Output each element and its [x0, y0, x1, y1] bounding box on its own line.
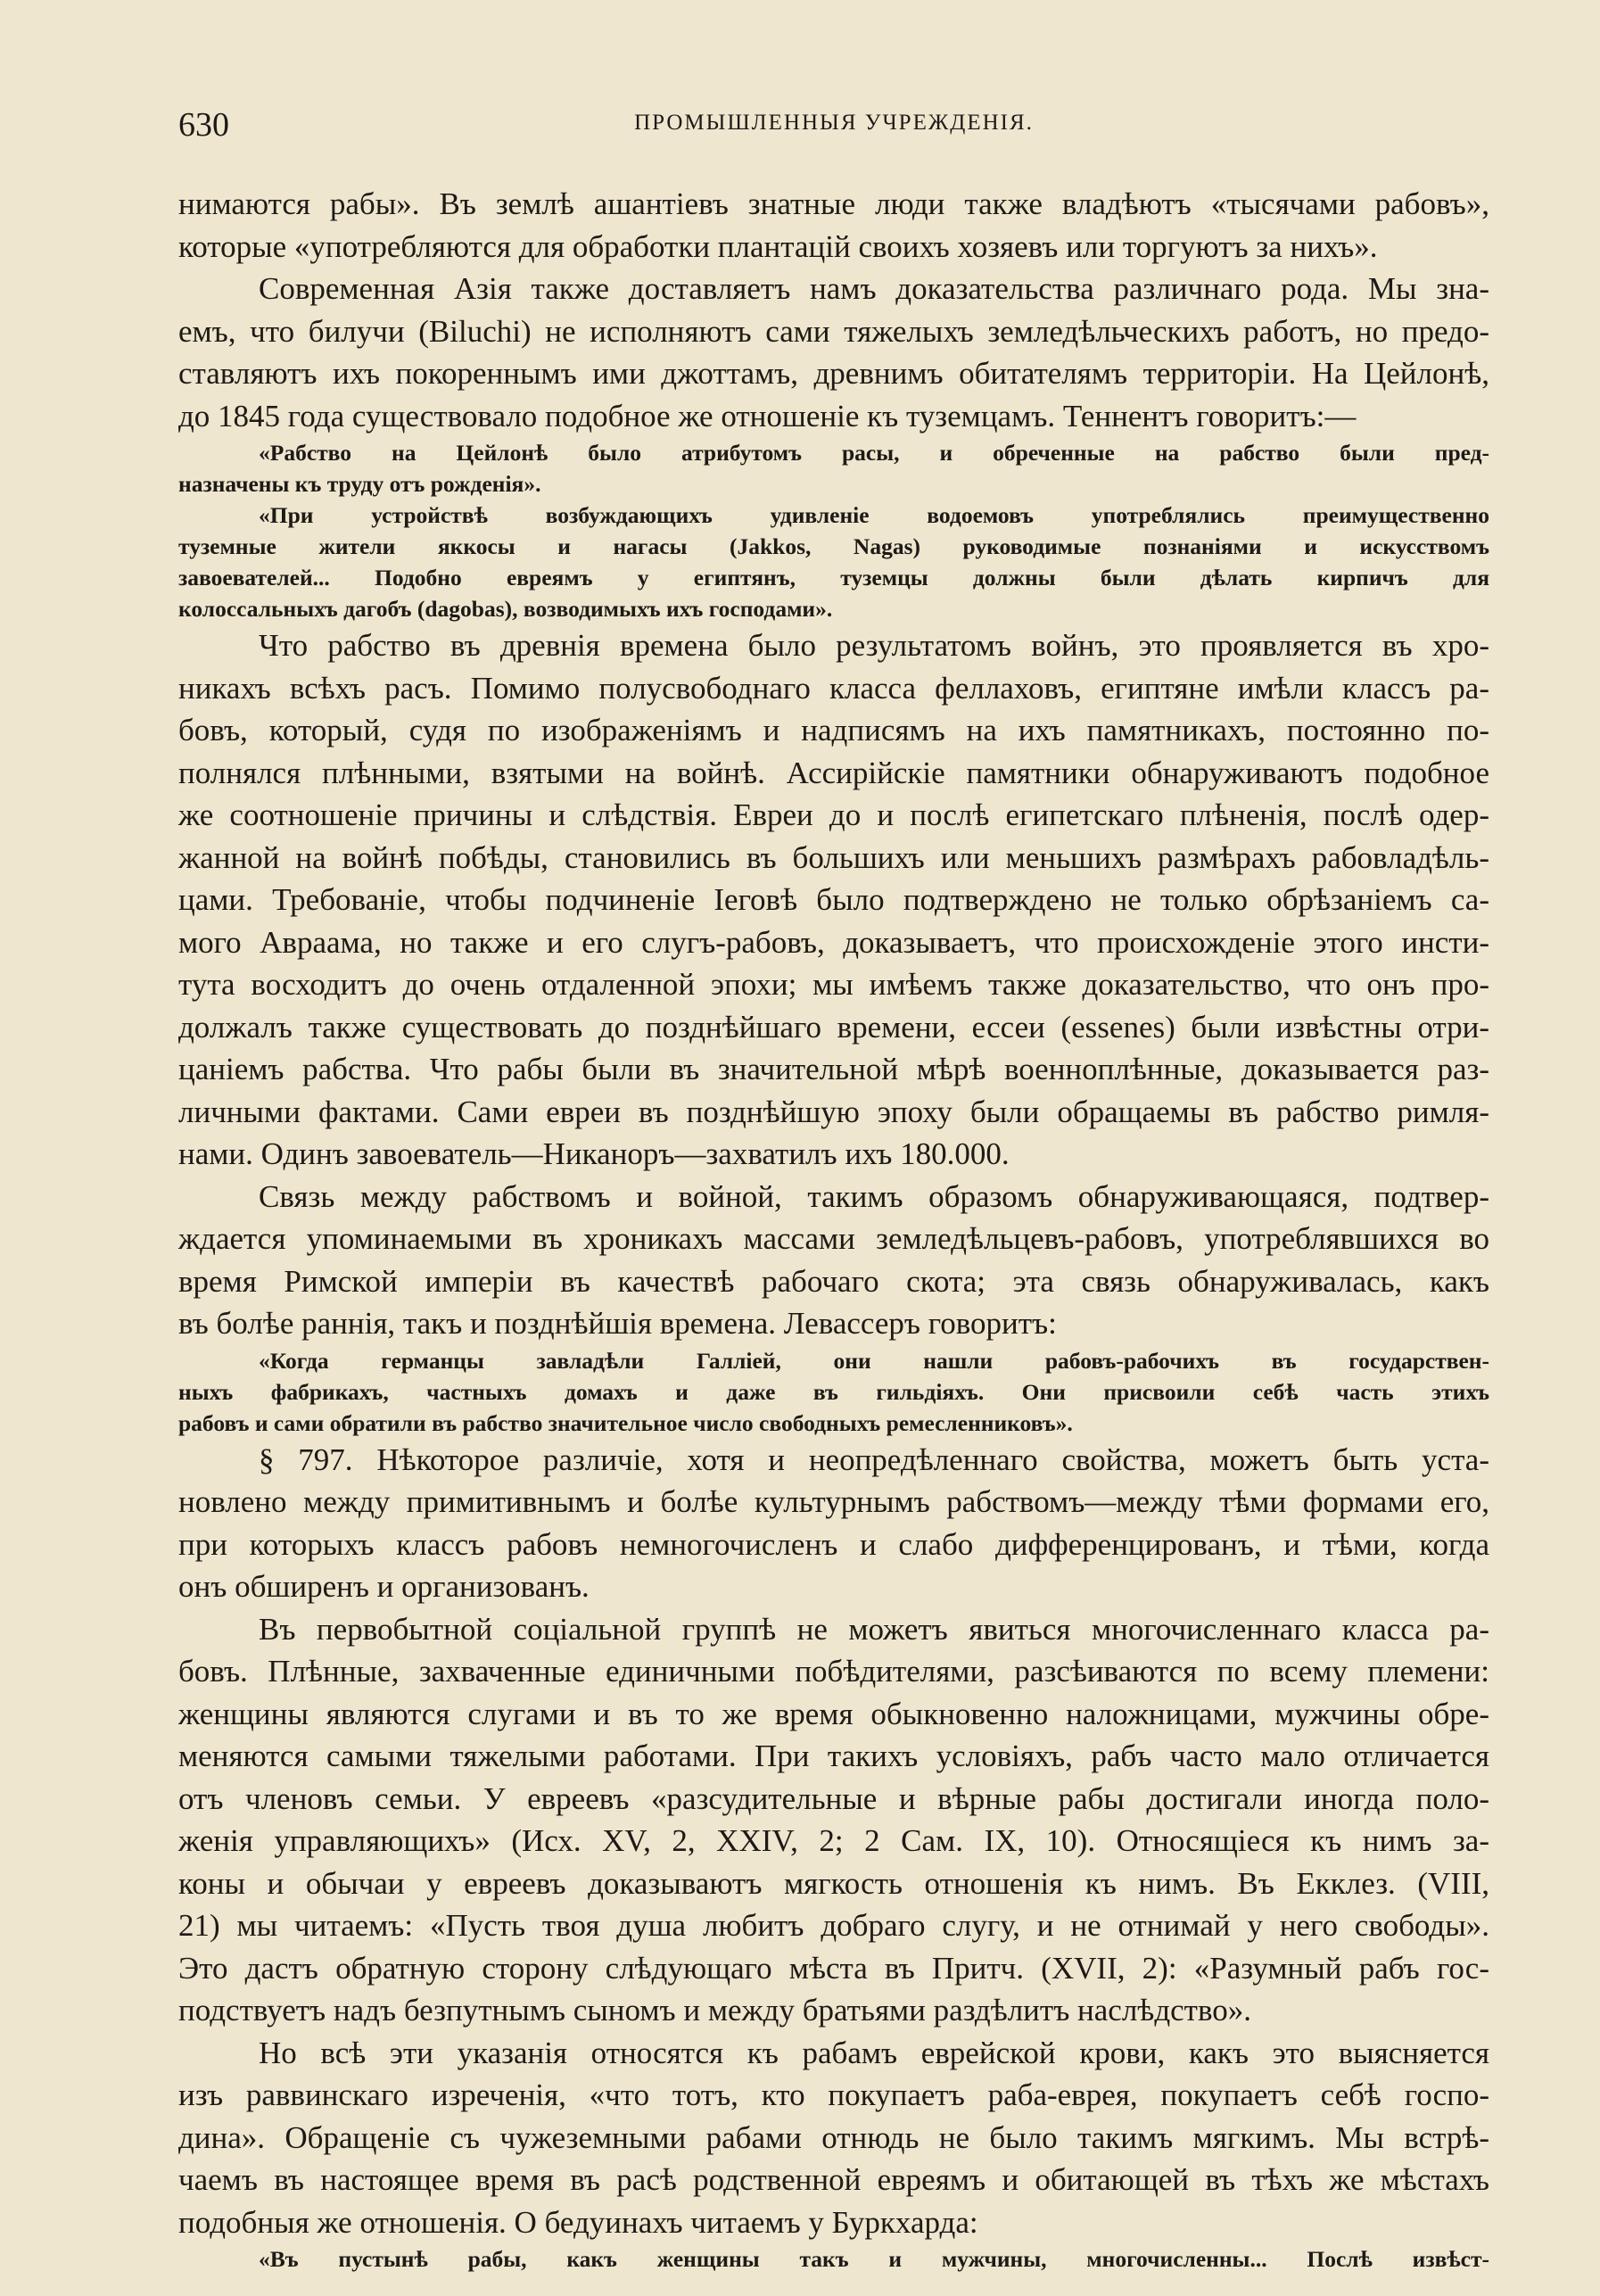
- text-line: Что рабство въ древнія времена было результатомъ войнъ, это проявляется въ хро-: [259, 628, 1489, 663]
- text-line: цами. Требованіе, чтобы подчиненіе Іеговѣ было подтверждено не только обрѣзаніемъ са-: [178, 882, 1489, 917]
- text-line: тута восходитъ до очень отдаленной эпохи; мы имѣемъ также доказательство, что онъ про-: [178, 967, 1489, 1002]
- text-line: женщины являются слугами и въ то же время обыкновенно наложницами, мужчины обре-: [178, 1696, 1489, 1731]
- text-line: онъ обширенъ и организованъ.: [178, 1569, 590, 1604]
- page-header: [178, 105, 1489, 159]
- text-line: Это дастъ обратную сторону слѣдующаго мѣста въ Притч. (XVII, 2): «Разумный рабъ гос-: [178, 1950, 1489, 1986]
- text-line: женія управляющихъ» (Исх. XV, 2, XXIV, 2; 2 Сам. IX, 10). Относящіеся къ нимъ за-: [178, 1823, 1489, 1858]
- text-line: до 1845 года существовало подобное же отношеніе къ туземцамъ. Теннентъ говоритъ:—: [178, 398, 1357, 434]
- text-line: подствуетъ надъ безпутнымъ сыномъ и между братьями раздѣлитъ наслѣдство».: [178, 1993, 1251, 2028]
- quote-line: «Когда германцы завладѣли Галліей, они нашли рабовъ-рабочихъ въ государствен-: [259, 1347, 1489, 1374]
- text-line: Современная Азія также доставляетъ намъ доказательства различнаго рода. Мы зна-: [259, 271, 1489, 306]
- text-line: чаемъ въ настоящее время въ расѣ родственной евреямъ и обитающей въ тѣхъ же мѣстахъ: [178, 2162, 1489, 2197]
- quote-line: «Въ пустынѣ рабы, какъ женщины такъ и мужчины, многочисленны... Послѣ извѣст-: [259, 2246, 1489, 2272]
- page-body: [178, 183, 1489, 2275]
- text-line: въ болѣе раннія, такъ и позднѣйшія времена. Левассеръ говоритъ:: [178, 1306, 1057, 1341]
- text-line: Связь между рабствомъ и войной, такимъ образомъ обнаруживающаяся, подтвер-: [259, 1178, 1489, 1214]
- running-head: ПРОМЫШЛЕННЫЯ УЧРЕЖДЕНІЯ.: [634, 111, 1034, 135]
- text-line: ждается упоминаемыми въ хроникахъ массами земледѣльцевъ-рабовъ, употреблявшихся во: [178, 1221, 1489, 1256]
- text-line: при которыхъ классъ рабовъ немногочисленъ и слабо дифференцированъ, и тѣми, когда: [178, 1526, 1489, 1562]
- text-line: коны и обычаи у евреевъ доказываютъ мягкость отношенія къ нимъ. Въ Екклез. (VIII,: [178, 1865, 1489, 1901]
- text-line: дина». Обращеніе съ чужеземными рабами отнюдь не было такимъ мягкимъ. Мы встрѣ-: [178, 2119, 1489, 2155]
- text-line: нимаются рабы». Въ землѣ ашантіевъ знатные люди также владѣютъ «тысячами рабовъ»,: [178, 186, 1489, 221]
- quote-line: ныхъ фабрикахъ, частныхъ домахъ и даже въ гильдіяхъ. Они присвоили себѣ часть этихъ: [178, 1378, 1489, 1405]
- text-line: бовъ, который, судя по изображеніямъ и надписямъ на ихъ памятникахъ, постоянно по-: [178, 713, 1489, 747]
- text-line: новлено между примитивнымъ и болѣе культурнымъ рабствомъ—между тѣми формами его,: [178, 1484, 1489, 1519]
- text-line: нами. Одинъ завоеватель—Никаноръ—захватилъ ихъ 180.000.: [178, 1136, 1010, 1171]
- text-line: же соотношеніе причины и слѣдствія. Евреи до и послѣ египетскаго плѣненія, послѣ одер-: [178, 797, 1489, 832]
- quote-line: завоевателей... Подобно евреямъ у египтянъ, туземцы должны были дѣлать кирпичъ для: [178, 565, 1489, 591]
- text-line: никахъ всѣхъ расъ. Помимо полусвободнаго класса феллаховъ, египтяне имѣли классъ ра-: [178, 670, 1489, 706]
- text-line: Но всѣ эти указанія относятся къ рабамъ еврейской крови, какъ это выясняется: [259, 2035, 1489, 2070]
- quote-line: назначены къ труду отъ рожденія».: [178, 471, 541, 497]
- text-line: мого Авраама, но также и его слугъ-рабовъ, доказываетъ, что происхожденіе этого инсти-: [178, 924, 1489, 960]
- text-line: должалъ также существовать до позднѣйшаго времени, ессеи (essenes) были извѣстны отри-: [178, 1009, 1489, 1045]
- text-line: полнялся плѣнными, взятыми на войнѣ. Ассирійскіе памятники обнаруживаютъ подобное: [178, 755, 1489, 790]
- quote-line: «Рабство на Цейлонѣ было атрибутомъ расы, и обреченные на рабство были пред-: [259, 440, 1489, 466]
- text-line: § 797. Нѣкоторое различіе, хотя и неопредѣленнаго свойства, можетъ быть уста-: [259, 1441, 1489, 1477]
- text-line: меняются самыми тяжелыми работами. При такихъ условіяхъ, рабъ часто мало отличается: [178, 1739, 1489, 1773]
- text-line: личными фактами. Сами евреи въ позднѣйшую эпоху были обращаемы въ рабство римля-: [178, 1094, 1489, 1129]
- text-line: 21) мы читаемъ: «Пусть твоя душа любитъ добраго слугу, и не отнимай у него свободы».: [178, 1908, 1489, 1943]
- quote-line: колоссальныхъ дагобъ (dagobas), возводимыхъ ихъ господами».: [178, 596, 833, 622]
- page-number: 630: [178, 106, 229, 144]
- text-line: подобныя же отношенія. О бедуинахъ читаемъ у Буркхарда:: [178, 2204, 978, 2240]
- text-line: жанной на войнѣ побѣды, становились въ большихъ или меньшихъ размѣрахъ рабовладѣль-: [178, 839, 1489, 875]
- quote-line: рабовъ и сами обратили въ рабство значительное число свободныхъ ремесленниковъ».: [178, 1409, 1073, 1436]
- text-line: изъ раввинскаго изреченія, «что тотъ, кто покупаетъ раба-еврея, покупаетъ себѣ госпо-: [178, 2077, 1489, 2112]
- text-line: бовъ. Плѣнные, захваченные единичными побѣдителями, разсѣиваются по всему племени:: [178, 1654, 1489, 1689]
- quote-line: туземные жители яккосы и нагасы (Jakkos, Nagas) руководимые познаніями и искусствомъ: [178, 533, 1489, 559]
- text-line: отъ членовъ семьи. У евреевъ «разсудительные и вѣрные рабы достигали иногда поло-: [178, 1780, 1489, 1816]
- text-line: Въ первобытной соціальной группѣ не можетъ явиться многочисленнаго класса ра-: [259, 1611, 1489, 1647]
- text-line: ставляютъ ихъ покореннымъ ими джоттамъ, древнимъ обитателямъ территоріи. На Цейлонѣ,: [178, 356, 1489, 391]
- text-line: которые «употребляются для обработки плантацій своихъ хозяевъ или торгуютъ за нихъ».: [178, 228, 1378, 264]
- text-line: цаніемъ рабства. Что рабы были въ значительной мѣрѣ военноплѣнные, доказывается раз-: [178, 1052, 1489, 1086]
- quote-line: «При устройствѣ возбуждающихъ удивленіе водоемовъ употреблялись преимущественно: [259, 502, 1489, 528]
- text-line: время Римской имперіи въ качествѣ рабочаго скота; эта связь обнаруживалась, какъ: [178, 1263, 1489, 1299]
- text-line: емъ, что билучи (Biluchi) не исполняютъ сами тяжелыхъ земледѣльческихъ работъ, но предо-: [178, 313, 1489, 349]
